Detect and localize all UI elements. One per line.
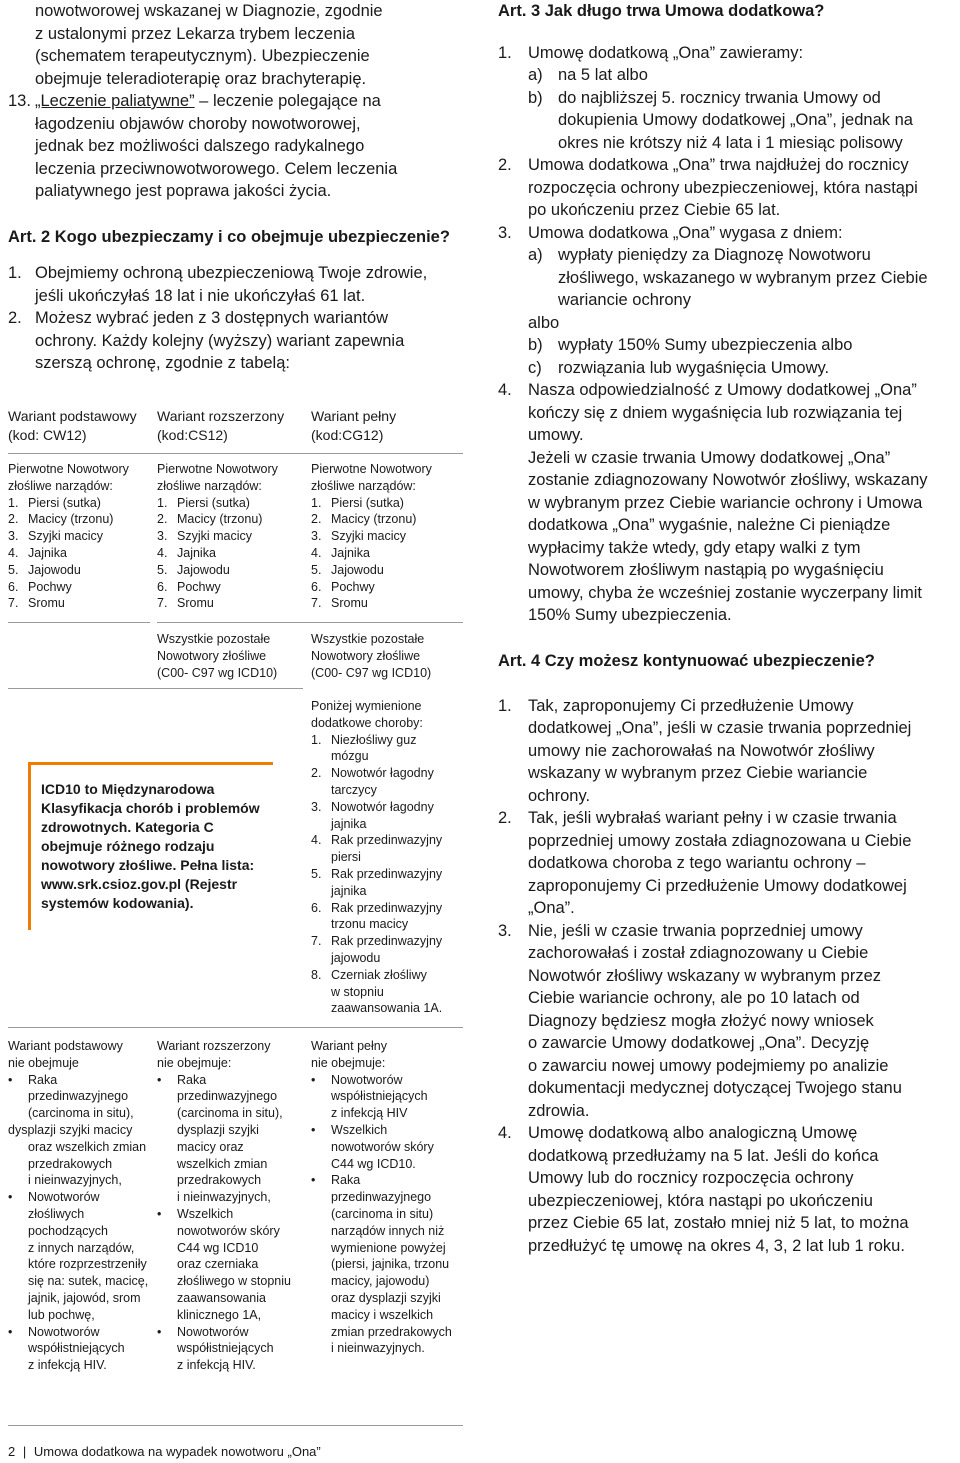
- document-title: Umowa dodatkowa na wypadek nowotworu „Ona”: [33, 1444, 321, 1459]
- article-4-heading: Art. 4 Czy możesz kontynuować ubezpieczenie?: [498, 652, 875, 670]
- list-item: 5. Jajowodu: [8, 562, 81, 577]
- article-4-item-4: 4. Umowę dodatkową albo analogiczną Umowę dodatkową przedłużamy na 5 lat. Jeśli do końca Umowy lub do rocznicy rozpoczęcia ochrony ubezpieczeniowej, która nastąpi po ukończeniu przez Ciebie 65 lat, zostało mniej niż 5 lat, to można przedłużyć tę umowę na okres 4, 3, 2 lat lub 1 roku.: [498, 1124, 909, 1255]
- organ-list: [157, 495, 305, 613]
- list-item: 1. Piersi (sutka): [311, 495, 404, 510]
- text-line: leczenie polegające na: [212, 92, 381, 110]
- defined-term: „Leczenie paliatywne”: [35, 92, 195, 110]
- definition-13: 13. „Leczenie paliatywne” – leczenie polegające na łagodzeniu objawów choroby nowotworowej, jednak bez możliwości dalszego radykalnego leczenia przeciwnowotworowego. Celem leczenia paliatywnego jest poprawa jakości życia.: [8, 90, 463, 203]
- list-item: 4. Jajnika: [8, 545, 67, 560]
- list-item: 2. Macicy (trzonu): [157, 512, 263, 527]
- text-line: leczenia przeciwnowotworowego. Celem leczenia: [35, 159, 398, 178]
- article-2-list: [8, 262, 463, 375]
- list-item: • Wszelkich nowotworów skóry C44 wg ICD10 oraz czerniaka złośliwego w stopniu zaawansowania klinicznego 1A,: [157, 1206, 291, 1322]
- item-number: 13.: [8, 92, 31, 110]
- table-divider: [8, 1027, 463, 1028]
- icd10-info-text: ICD10 to Międzynarodowa Klasyfikacja chorób i problemów zdrowotnych. Kategoria C obejmuje różnego rodzaju nowotwory złośliwe. Pełna lista: www.srk.csioz.gov.pl (Rejestr systemów kodowania).: [41, 781, 260, 911]
- list-item: • Raka przedinwazyjnego (carcinoma in situ) narządów innych niż wymienione powyżej (piersi, jajnika, trzonu macicy, jajowodu) oraz dysplazji szyjki macicy i wszelkich zmian przedrakowych i nieinwazyjnych.: [311, 1173, 452, 1356]
- all-other-full: Wszystkie pozostałe Nowotwory złośliwe (C00- C97 wg ICD10): [311, 632, 432, 680]
- article-3-item-2: 2. Umowa dodatkowa „Ona” trwa najdłużej do rocznicy rozpoczęcia ochrony ubezpieczeniowej, która nastąpi po ukończeniu przez Ciebie 65 lat.: [498, 156, 918, 219]
- list-item: 4. Rak przedinwazyjny piersi: [311, 833, 443, 865]
- variant-full-header: Wariant pełny (kod:CG12): [311, 408, 397, 443]
- article-4-item-1: 1. Tak, zaproponujemy Ci przedłużenie Umowy dodatkowej „Ona”, jeśli w czasie trwania poprzedniej umowy nie zachorowałaś na Nowotwór złośliwy wskazany w wybranym przez Ciebie wariancie ochrony.: [498, 696, 912, 805]
- exclusions-extended: Wariant rozszerzony nie obejmuje: • Raka przedinwazyjnego (carcinoma in situ), dysplazji szyjki macicy oraz wszelkich zmian przedrakowych i nieinwazyjnych, • Wszelkich nowotworów skóry C44 wg ICD10 oraz czerniaka złośliwego w stopniu zaawansowania klinicznego 1A, • Nowotworów współistniejących z infekcją HIV.: [157, 1038, 305, 1374]
- text-line: jednak bez możliwości dalszego radykalnego: [35, 137, 365, 155]
- footer-divider: [8, 1425, 463, 1426]
- table-divider: [8, 688, 303, 689]
- text-line: z ustalonymi przez Lekarza trybem leczenia: [35, 24, 356, 43]
- text-line: (schematem terapeutycznym). Ubezpieczenie: [35, 47, 370, 65]
- list-item: 2. Nowotwór łagodny tarczycy: [311, 766, 434, 797]
- left-intro: [8, 0, 463, 375]
- organs-extended: Pierwotne Nowotwory złośliwe narządów: 1. Piersi (sutka) 2. Macicy (trzonu) 3. Szyjki macicy 4. Jajnika 5. Jajowodu 6. Pochwy 7. Sromu: [157, 461, 305, 612]
- list-item: 5. Rak przedinwazyjny jajnika: [311, 866, 443, 898]
- article-3-heading: Art. 3 Jak długo trwa Umowa dodatkowa?: [498, 2, 825, 20]
- table-divider: [157, 622, 463, 623]
- article-2-item-1: 1. Obejmiemy ochroną ubezpieczeniową Twoje zdrowie, jeśli ukończyłaś 18 lat i nie ukończyłaś 61 lat.: [8, 264, 428, 305]
- article-4-item-3: 3. Nie, jeśli w czasie trwania poprzedniej umowy zachorowałaś i został zdiagnozowany u Ciebie Nowotwór złośliwy wskazany w wybranym przez Ciebie wariancie ochrony, ale po 10 latach od Diagnozy będziesz mogła złożyć nowy wniosek o zawarcie Umowy dodatkowej „Ona”. Decyzję o zawarciu nowej umowy podejmiemy po analizie dokumentacji medycznej dotyczącej Twojego stanu zdrowia.: [498, 921, 902, 1120]
- article-3-item-1: 1. Umowę dodatkową „Ona” zawieramy: a) na 5 lat albo b) do najbliższej 5. rocznicy trwania Umowy od dokupienia Umowy dodatkowej „Ona”, jednak na okres nie krótszy niż 4 lata i 1 miesiąc polisowy: [498, 43, 913, 152]
- continuation-paragraph: [8, 0, 463, 90]
- exclusions-full: Wariant pełny nie obejmuje: • Nowotworów współistniejących z infekcją HIV • Wszelkich nowotworów skóry C44 wg ICD10. • Raka przedinwazyjnego (carcinoma in situ) narządów innych niż wymienione powyżej (piersi, jajnika, trzonu macicy, jajowodu) oraz dysplazji szyjki macicy i wszelkich zmian przedrakowych i nieinwazyjnych.: [311, 1038, 463, 1357]
- organs-basic: Pierwotne Nowotwory złośliwe narządów: 1. Piersi (sutka) 2. Macicy (trzonu) 3. Szyjki macicy 4. Jajnika 5. Jajowodu 6. Pochwy 7. Sromu: [8, 461, 156, 612]
- list-item: 3. Szyjki macicy: [311, 529, 407, 544]
- page-number: 2: [8, 1444, 16, 1459]
- list-item: 5. Jajowodu: [311, 562, 384, 577]
- article-2-heading: Art. 2 Kogo ubezpieczamy i co obejmuje ubezpieczenie?: [8, 227, 450, 246]
- article-3-item-3: 3. Umowa dodatkowa „Ona” wygasa z dniem: a) wypłaty pieniędzy za Diagnozę Nowotworu złośliwego, wskazanego w wybranym przez Ciebie wariancie ochrony albo b) wypłaty 150% Sumy ubezpieczenia albo c) rozwiązania lub wygaśnięcia Umowy.: [498, 223, 928, 377]
- variant-extended-header: Wariant rozszerzony (kod:CS12): [157, 408, 285, 443]
- list-item: 5. Jajowodu: [157, 562, 230, 577]
- list-item: • Raka przedinwazyjnego (carcinoma in situ), dysplazji szyjki macicy oraz wszelkich zmian przedrakowych i nieinwazyjnych,: [157, 1072, 283, 1205]
- list-item: 8. Czerniak złośliwy w stopniu zaawansowania 1A.: [311, 967, 443, 1016]
- list-item: 6. Pochwy: [311, 579, 375, 594]
- list-item: 7. Sromu: [157, 596, 214, 611]
- list-item: 3. Szyjki macicy: [157, 529, 253, 544]
- variant-basic-header: Wariant podstawowy (kod: CW12): [8, 408, 137, 443]
- extra-diseases-full: Poniżej wymienione dodatkowe choroby: 1. Niezłośliwy guz mózgu 2. Nowotwór łagodny tarczycy 3. Nowotwór łagodny jajnika 4. Rak przedinwazyjny piersi 5. Rak przedinwazyjny jajnika 6. Rak przedinwazyjny trzonu macicy 7. Rak przedinwazyjny jajowodu 8. Czerniak złośliwy w stopniu zaawansowania 1A.: [311, 698, 459, 1017]
- list-item: 2. Macicy (trzonu): [8, 512, 114, 527]
- list-item: 2. Macicy (trzonu): [311, 512, 417, 527]
- list-item: 3. Szyjki macicy: [8, 529, 104, 544]
- organ-list: [8, 495, 156, 613]
- list-item: 6. Pochwy: [157, 579, 221, 594]
- organ-list: [311, 495, 459, 613]
- list-item: 7. Rak przedinwazyjny jajowodu: [311, 934, 443, 965]
- footer-separator: |: [22, 1444, 27, 1459]
- article-3-item-4: 4. Nasza odpowiedzialność z Umowy dodatkowej „Ona” kończy się z dniem wygaśnięcia lub rozwiązania tej umowy. Jeżeli w czasie trwania Umowy dodatkowej „Ona” zostanie zdiagnozowany Nowotwór złośliwy, wskazany w wybranym przez Ciebie wariancie ochrony i Umowa dodatkowa „Ona” wygaśnie, należne Ci pieniądze wypłacimy także wtedy, gdy etapy walki z tym Nowotworem złośliwym nastąpią po wygaśnięciu umowy, chyba że wcześniej zostanie wyczerpany limit 150% Sumy ubezpieczenia.: [498, 381, 928, 624]
- text-line: łagodzeniu objawów choroby nowotworowej,: [35, 114, 361, 133]
- all-other-extended: Wszystkie pozostałe Nowotwory złośliwe (C00- C97 wg ICD10): [157, 632, 278, 680]
- list-item: 6. Pochwy: [8, 579, 72, 594]
- exclusion-list: [8, 1072, 160, 1374]
- extra-disease-list: [311, 732, 459, 1018]
- icd10-box-accent: [28, 762, 31, 930]
- list-item: • Nowotworów współistniejących z infekcją HIV.: [157, 1324, 274, 1373]
- list-item: 4. Jajnika: [311, 545, 370, 560]
- list-item: • Nowotworów współistniejących z infekcją HIV: [311, 1072, 428, 1121]
- list-item: 3. Nowotwór łagodny jajnika: [311, 799, 434, 831]
- list-item: 7. Sromu: [8, 596, 65, 611]
- table-divider: [8, 622, 150, 623]
- list-item: 7. Sromu: [311, 596, 368, 611]
- article-4: [498, 650, 953, 1257]
- article-2-item-2: 2. Możesz wybrać jeden z 3 dostępnych wariantów ochrony. Każdy kolejny (wyższy) wariant zapewnia szerszą ochronę, zgodnie z tabelą:: [8, 309, 405, 372]
- list-item: • Nowotworów współistniejących z infekcją HIV.: [8, 1324, 125, 1373]
- exclusion-list: [311, 1072, 463, 1358]
- article-3: [498, 0, 953, 627]
- table-divider: [8, 453, 463, 454]
- text-line: obejmuje teleradioterapię oraz brachyterapię.: [35, 69, 367, 88]
- list-item: • Nowotworów złośliwych pochodzących z innych narządów, które rozprzestrzeniły się na: sutek, macicę, jajnik, jajowód, srom lub pochwę,: [8, 1190, 149, 1322]
- text-line: nowotworowej wskazanej w Diagnozie, zgodnie: [35, 2, 383, 20]
- page-footer: [8, 1444, 321, 1459]
- exclusion-list: [157, 1072, 305, 1374]
- list-item: 1. Piersi (sutka): [8, 495, 101, 510]
- exclusions-basic: Wariant podstawowy nie obejmuje • Raka przedinwazyjnego (carcinoma in situ), dysplazji szyjki macicy oraz wszelkich zmian przedrakowych i nieinwazyjnych, • Nowotworów złośliwych pochodzących z innych narządów, które rozprzestrzeniły się na: sutek, macicę, jajnik, jajowód, srom lub pochwę, • Nowotworów współistniejących z infekcją HIV.: [8, 1038, 160, 1374]
- list-item: 4. Jajnika: [157, 545, 216, 560]
- text-line: paliatywnego jest poprawa jakości życia.: [35, 182, 332, 200]
- list-item: 1. Niezłośliwy guz mózgu: [311, 732, 417, 764]
- article-4-item-2: 2. Tak, jeśli wybrałaś wariant pełny i w czasie trwania poprzedniej umowy została zdiagnozowana u Ciebie dodatkowa choroba z tego wariantu ochrony – zaproponujemy Ci przedłużenie Umowy dodatkowej „Ona”.: [498, 809, 912, 917]
- list-item: 6. Rak przedinwazyjny trzonu macicy: [311, 900, 443, 932]
- list-item: 1. Piersi (sutka): [157, 495, 250, 510]
- list-item: • Wszelkich nowotworów skóry C44 wg ICD10.: [311, 1122, 434, 1171]
- list-item: • Raka przedinwazyjnego (carcinoma in situ), dysplazji szyjki macicy oraz wszelkich zmian przedrakowych i nieinwazyjnych,: [8, 1072, 147, 1188]
- organs-full: Pierwotne Nowotwory złośliwe narządów: 1. Piersi (sutka) 2. Macicy (trzonu) 3. Szyjki macicy 4. Jajnika 5. Jajowodu 6. Pochwy 7. Sromu: [311, 461, 459, 612]
